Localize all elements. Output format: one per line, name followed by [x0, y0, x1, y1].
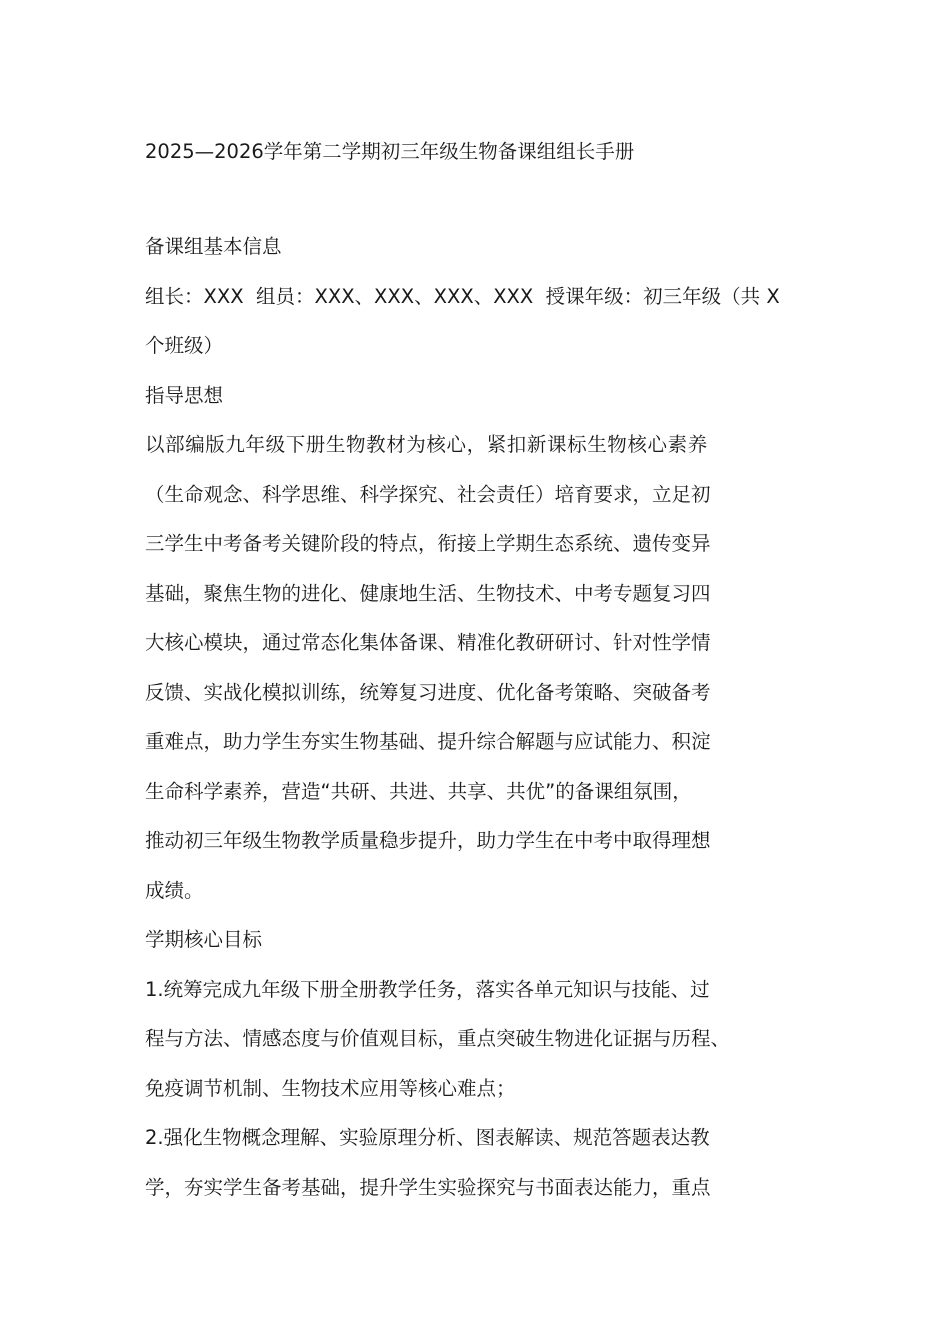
section-heading-basic-info: 备课组基本信息 [145, 235, 282, 258]
guiding-idea-paragraph-line: 大核心模块，通过常态化集体备课、精准化教研研讨、针对性学情 [145, 631, 711, 654]
guiding-idea-paragraph-line: 推动初三年级生物教学质量稳步提升，助力学生在中考中取得理想 [145, 829, 711, 852]
core-goal-item-line: 学，夯实学生备考基础，提升学生实验探究与书面表达能力，重点 [145, 1175, 711, 1199]
guiding-idea-paragraph-line: （生命观念、科学思维、科学探究、社会责任）培育要求，立足初 [145, 482, 711, 506]
core-goal-item-line: 免疫调节机制、生物技术应用等核心难点； [145, 1076, 516, 1100]
guiding-idea-paragraph-line: 成绩。 [145, 878, 204, 902]
guiding-idea-paragraph-line: 以部编版九年级下册生物教材为核心，紧扣新课标生物核心素养 [145, 433, 708, 456]
core-goal-item-line: 2.强化生物概念理解、实验原理分析、图表解读、规范答题表达教 [145, 1126, 710, 1149]
section-heading-guiding-idea: 指导思想 [145, 383, 224, 407]
section-heading-core-goals: 学期核心目标 [145, 928, 263, 951]
document-title: 2025—2026学年第二学期初三年级生物备课组组长手册 [145, 140, 635, 163]
core-goal-item-line: 1.统筹完成九年级下册全册教学任务，落实各单元知识与技能、过 [145, 977, 710, 1001]
guiding-idea-paragraph-line: 生命科学素养，营造“共研、共进、共享、共优”的备课组氛围， [145, 779, 692, 803]
group-members-line-continued: 个班级） [145, 334, 224, 357]
document-body [145, 134, 835, 1212]
group-members-line: 组长：XXX 组员：XXX、XXX、XXX、XXX 授课年级：初三年级（共 X [145, 284, 780, 308]
guiding-idea-paragraph-line: 重难点，助力学生夯实生物基础、提升综合解题与应试能力、积淀 [145, 730, 711, 753]
guiding-idea-paragraph-line: 基础，聚焦生物的进化、健康地生活、生物技术、中考专题复习四 [145, 581, 711, 605]
guiding-idea-paragraph-line: 三学生中考备考关键阶段的特点，衔接上学期生态系统、遗传变异 [145, 532, 711, 555]
guiding-idea-paragraph-line: 反馈、实战化模拟训练，统筹复习进度、优化备考策略、突破备考 [145, 680, 711, 704]
core-goal-item-line: 程与方法、情感态度与价值观目标，重点突破生物进化证据与历程、 [145, 1027, 731, 1050]
